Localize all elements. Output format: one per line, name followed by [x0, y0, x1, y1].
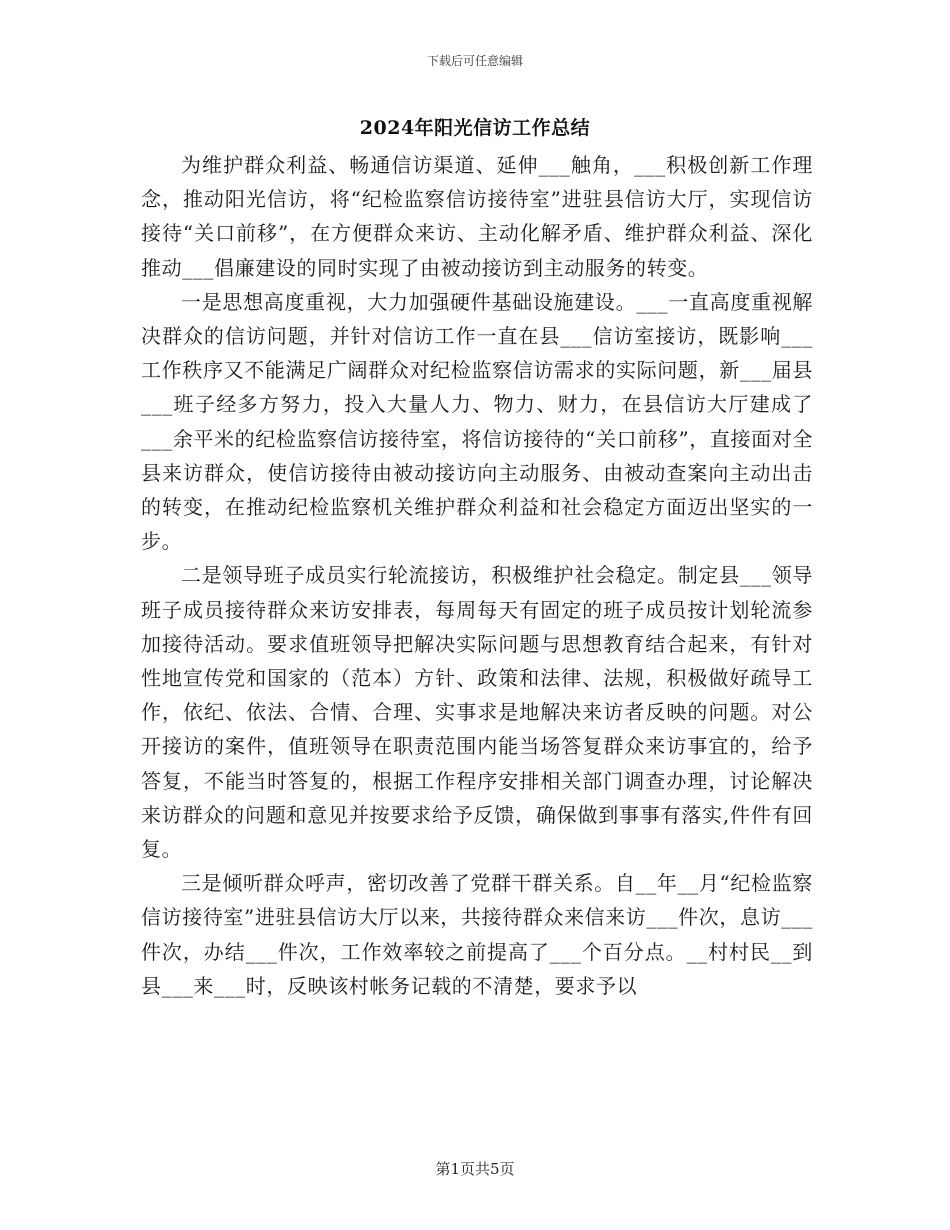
- document-title: 2024年阳光信访工作总结: [359, 117, 591, 139]
- page-number-footer: 第1页共5页: [435, 1160, 515, 1178]
- paragraph-intro: 为维护群众利益、畅通信访渠道、延伸___触角，___积极创新工作理念，推动阳光信访，将“纪检监察信访接待室”进驻县信访大厅，实现信访接待“关口前移”，在方便群众来访、主动化解矛盾、维护群众利益、深化推动___倡廉建设的同时实现了由被动接访到主动服务的转变。: [141, 153, 813, 280]
- paragraph-point-three: 三是倾听群众呼声，密切改善了党群干群关系。自__年__月“纪检监察信访接待室”进驻县信访大厅以来，共接待群众来信来访___件次，息访___件次，办结___件次，工作效率较之前提高了___个百分点。__村村民__到县___来___时，反映该村帐务记载的不清楚，要求予以: [141, 871, 813, 998]
- header-note: 下载后可任意编辑: [426, 54, 523, 68]
- document-body: [141, 148, 813, 1003]
- paragraph-point-one: 一是思想高度重视，大力加强硬件基础设施建设。___一直高度重视解决群众的信访问题，并针对信访工作一直在县___信访室接访，既影响___工作秩序又不能满足广阔群众对纪检监察信访需求的实际问题，新___届县___班子经多方努力，投入大量人力、物力、财力，在县信访大厅建成了___余平米的纪检监察信访接待室，将信访接待的“关口前移”，直接面对全县来访群众，使信访接待由被动接访向主动服务、由被动查案向主动出击的转变，在推动纪检监察机关维护群众利益和社会稳定方面迈出坚实的一步。: [141, 289, 813, 554]
- paragraph-point-two: 二是领导班子成员实行轮流接访，积极维护社会稳定。制定县___领导班子成员接待群众来访安排表，每周每天有固定的班子成员按计划轮流参加接待活动。要求值班领导把解决实际问题与思想教育结合起来，有针对性地宣传党和国家的（范本）方针、政策和法律、法规，积极做好疏导工作，依纪、依法、合情、合理、实事求是地解决来访者反映的问题。对公开接访的案件，值班领导在职责范围内能当场答复群众来访事宜的，给予答复，不能当时答复的，根据工作程序安排相关部门调查办理，讨论解决来访群众的问题和意见并按要求给予反馈，确保做到事事有落实,件件有回复。: [141, 563, 813, 862]
